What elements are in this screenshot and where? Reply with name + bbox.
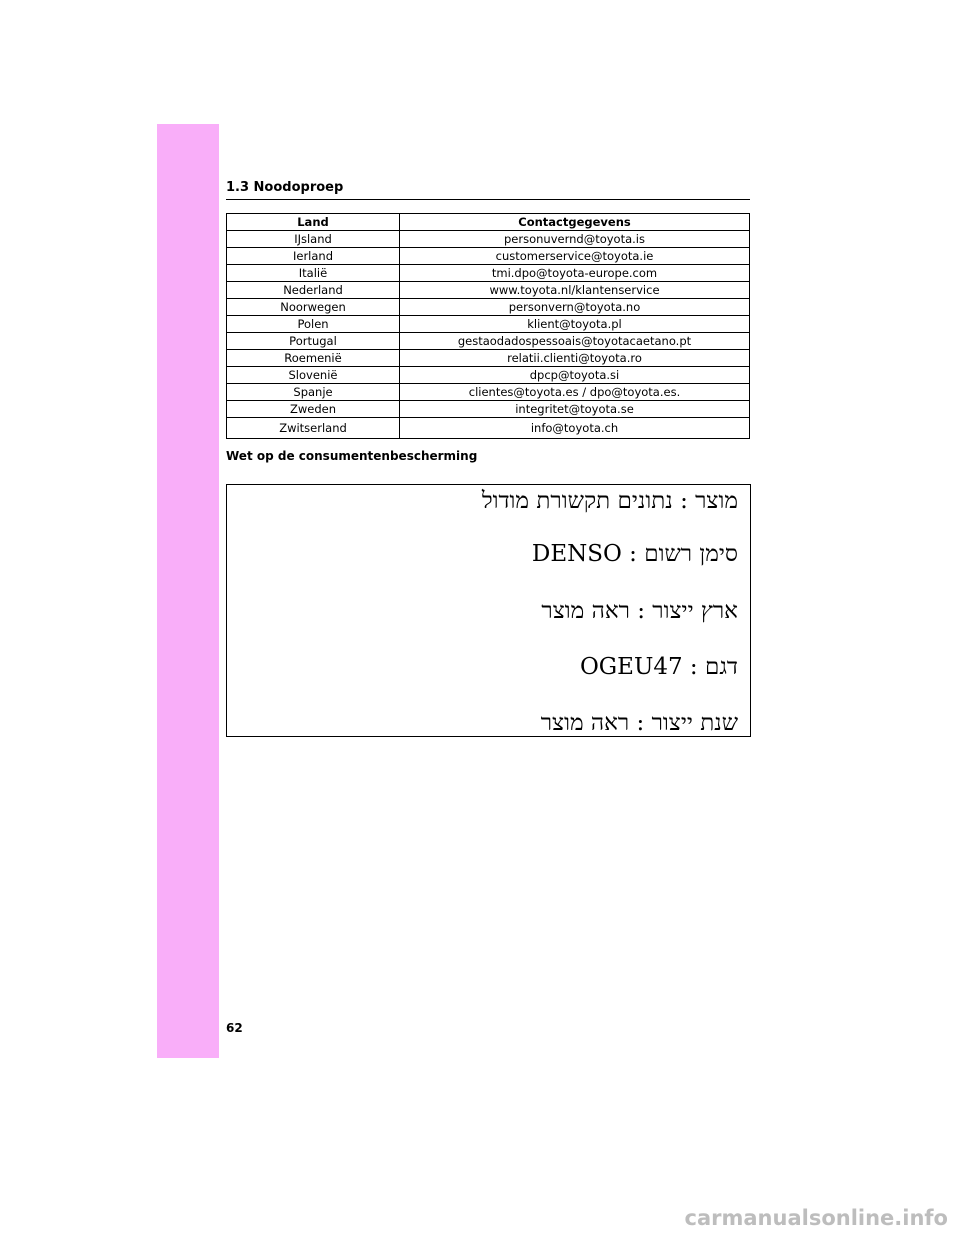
chapter-side-tab: [157, 124, 219, 1058]
contact-table: [226, 213, 750, 439]
contact-cell: clientes@toyota.es / dpo@toyota.es.: [400, 384, 750, 401]
land-cell: Noorwegen: [227, 299, 400, 316]
table-row: [227, 367, 750, 384]
contact-cell: integritet@toyota.se: [400, 401, 750, 418]
land-cell: Italië: [227, 265, 400, 282]
land-cell: Polen: [227, 316, 400, 333]
label-line-year: שנת ייצור : ראה מוצר: [540, 710, 738, 736]
label-line-trademark: סימן רשום : DENSO: [531, 541, 738, 567]
land-cell: Slovenië: [227, 367, 400, 384]
land-cell: IJsland: [227, 231, 400, 248]
land-cell: Portugal: [227, 333, 400, 350]
contact-cell: personvern@toyota.no: [400, 299, 750, 316]
contact-cell: info@toyota.ch: [400, 418, 750, 439]
watermark: carmanualsonline.info: [684, 1206, 948, 1230]
contact-cell: personuvernd@toyota.is: [400, 231, 750, 248]
table-row: [227, 265, 750, 282]
label-line-country: ארץ ייצור : ראה מוצר: [541, 598, 738, 624]
consumer-law-heading: Wet op de consumentenbescherming: [226, 449, 478, 463]
land-cell: Ierland: [227, 248, 400, 265]
contact-cell: customerservice@toyota.ie: [400, 248, 750, 265]
land-cell: Spanje: [227, 384, 400, 401]
table-row: [227, 350, 750, 367]
contact-cell: gestaodadospessoais@toyotacaetano.pt: [400, 333, 750, 350]
table-header-row: [227, 214, 750, 231]
table-row: [227, 384, 750, 401]
contact-cell: dpcp@toyota.si: [400, 367, 750, 384]
table-row: [227, 333, 750, 350]
column-header-contact: Contactgegevens: [400, 214, 750, 231]
contact-cell: relatii.clienti@toyota.ro: [400, 350, 750, 367]
land-cell: Nederland: [227, 282, 400, 299]
land-cell: Zwitserland: [227, 418, 400, 439]
table-row: [227, 282, 750, 299]
table-row: [227, 231, 750, 248]
table-row: [227, 299, 750, 316]
table-row: [227, 316, 750, 333]
land-cell: Roemenië: [227, 350, 400, 367]
table-row: [227, 248, 750, 265]
contact-cell: klient@toyota.pl: [400, 316, 750, 333]
label-line-product: מוצר : נתונים תקשורת מודול: [481, 488, 738, 514]
table-row: [227, 418, 750, 439]
page-number: 62: [226, 1021, 243, 1035]
label-line-model: דגם : OGEU47: [579, 654, 738, 680]
land-cell: Zweden: [227, 401, 400, 418]
table-row: [227, 401, 750, 418]
contact-cell: www.toyota.nl/klantenservice: [400, 282, 750, 299]
column-header-land: Land: [227, 214, 400, 231]
contact-cell: tmi.dpo@toyota-europe.com: [400, 265, 750, 282]
section-title: 1.3 Noodoproep: [226, 179, 750, 200]
